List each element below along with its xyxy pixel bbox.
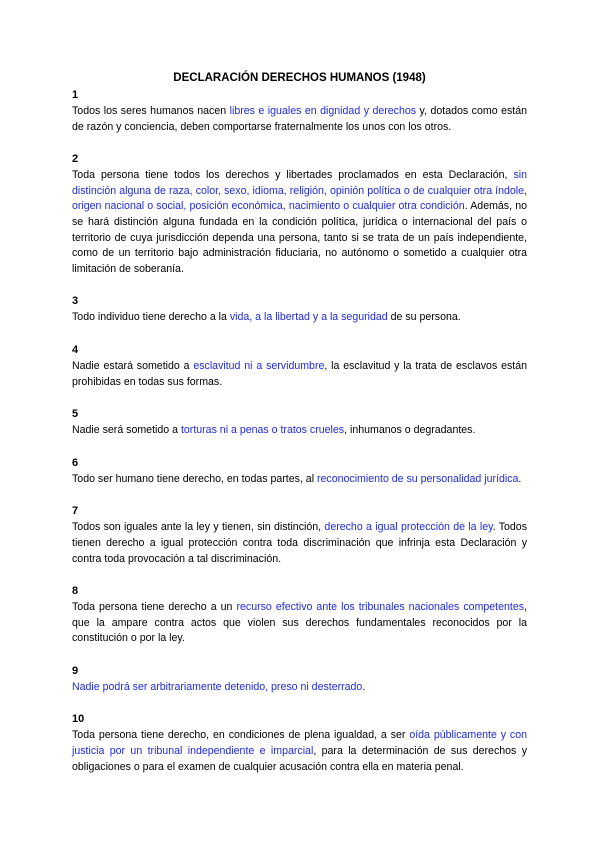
highlighted-phrase: oída públicamente y con justicia por un tribunal independiente e imparcial <box>72 729 527 758</box>
highlighted-phrase: sin distinción alguna de raza, color, sexo, idioma, religión, opinión política o de cualquier otra índole, origen nacional o social, posición económica, nacimiento o cualquier otra condición <box>72 169 527 213</box>
text-segment: de su persona. <box>387 311 461 324</box>
article-number: 10 <box>72 713 85 726</box>
text-segment: Toda persona tiene todos los derechos y libertades proclamados en esta Declaración, <box>72 169 514 182</box>
text-segment: , la esclavitud y la trata de esclavos están prohibidas en todas sus formas. <box>72 359 527 388</box>
highlighted-phrase: esclavitud ni a servidumbre <box>193 359 325 372</box>
text-segment: Nadie estará sometido a <box>72 359 194 372</box>
article-text <box>72 359 527 390</box>
text-segment: Toda persona tiene derecho a un <box>72 601 237 614</box>
article-text <box>72 520 527 567</box>
article-text <box>72 472 527 488</box>
article-5 <box>72 407 527 439</box>
article-text <box>72 104 527 135</box>
article-9 <box>72 664 527 696</box>
article-3 <box>72 294 527 326</box>
article-7 <box>72 504 527 567</box>
text-segment: Nadie será sometido a <box>72 424 181 437</box>
highlighted-phrase: vida, a la libertad y a la seguridad <box>229 311 388 324</box>
text-segment: . Además, no se hará distinción alguna fundada en la condición política, jurídica o internacional del país o territorio de cuya jurisdicción dependa una persona, tanto si se trata de un país independiente, como de un territorio bajo administración fiduciaria, no autónomo o sometido a cualquier otra limitación de soberanía. <box>72 200 527 275</box>
highlighted-phrase: derecho a igual protección de la ley <box>324 521 493 534</box>
article-4 <box>72 343 527 390</box>
text-segment: y, dotados como están de razón y conciencia, deben comportarse fraternalmente los unos con los otros. <box>72 105 527 133</box>
article-number: 8 <box>72 585 79 598</box>
article-number: 3 <box>72 295 79 308</box>
document-page <box>72 71 527 792</box>
text-segment: . Todos tienen derecho a igual protección contra toda discriminación que infrinja esta Declaración y contra toda provocación a tal discriminación. <box>72 521 527 565</box>
text-segment: . <box>362 680 366 693</box>
article-1 <box>72 88 527 135</box>
article-6 <box>72 456 527 488</box>
text-segment: , para la determinación de sus derechos y obligaciones o para el examen de cualquier acusación contra ella en materia penal. <box>72 745 527 773</box>
article-text <box>72 680 527 696</box>
text-segment: Todo individuo tiene derecho a la <box>72 311 230 324</box>
document-title: DECLARACIÓN DERECHOS HUMANOS (1948) <box>173 72 426 84</box>
article-text <box>72 423 527 439</box>
article-number: 2 <box>72 153 79 166</box>
article-2 <box>72 152 527 277</box>
article-number: 1 <box>72 89 79 101</box>
text-segment: , que la ampare contra actos que violen sus derechos fundamentales reconocidos por la constitución o por la ley. <box>72 601 527 645</box>
text-segment: Todos son iguales ante la ley y tienen, sin distinción, <box>72 521 325 534</box>
article-list <box>72 88 527 775</box>
highlighted-phrase: reconocimiento de su personalidad jurídica <box>317 472 519 485</box>
text-segment: , inhumanos o degradantes. <box>344 424 476 437</box>
article-number: 5 <box>72 408 79 421</box>
article-number: 6 <box>72 456 79 469</box>
article-text <box>72 168 527 277</box>
text-segment: Todos los seres humanos nacen <box>72 105 230 117</box>
highlighted-phrase: Nadie podrá ser arbitrariamente detenido, preso ni desterrado <box>72 680 363 693</box>
highlighted-phrase: torturas ni a penas o tratos crueles <box>180 424 345 437</box>
highlighted-phrase: libres e iguales en dignidad y derechos <box>229 105 417 117</box>
article-text <box>72 728 527 775</box>
text-segment: Todo ser humano tiene derecho, en todas partes, al <box>72 472 317 485</box>
article-8 <box>72 584 527 647</box>
article-text <box>72 600 527 647</box>
article-number: 4 <box>72 343 79 356</box>
article-10 <box>72 712 527 775</box>
article-number: 7 <box>72 505 79 518</box>
article-text <box>72 310 527 326</box>
text-segment: Toda persona tiene derecho, en condiciones de plena igualdad, a ser <box>72 729 410 742</box>
article-number: 9 <box>72 664 79 677</box>
highlighted-phrase: recurso efectivo ante los tribunales nacionales competentes <box>236 601 525 614</box>
text-segment: . <box>518 472 522 485</box>
